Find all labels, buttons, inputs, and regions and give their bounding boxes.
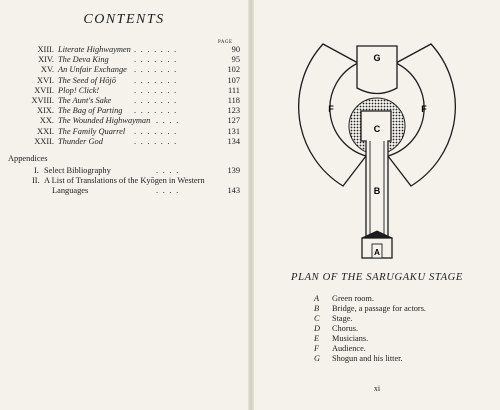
toc-entry	[8, 45, 240, 55]
toc-page: 95	[231, 55, 240, 65]
toc-entry	[8, 96, 240, 106]
toc-title: Plop! Click!	[58, 85, 100, 95]
toc-number: XVII.	[34, 85, 54, 95]
toc-entry	[8, 127, 240, 137]
label-b: B	[373, 186, 381, 196]
toc-number: XXI.	[37, 126, 54, 136]
sarugaku-stage-plan	[254, 0, 500, 270]
toc-page: 131	[227, 126, 240, 136]
toc-page: 107	[227, 75, 240, 85]
toc-list	[8, 45, 240, 147]
toc-entry	[8, 86, 240, 96]
legend-key: G	[314, 354, 320, 363]
page-number: xi	[373, 384, 381, 393]
appendix-entry	[8, 166, 240, 176]
toc-page: 123	[227, 106, 240, 116]
page-column-label: PAGE	[218, 40, 233, 45]
label-f-right: F	[421, 104, 427, 114]
contents-title: CONTENTS	[83, 12, 165, 27]
toc-title: The Family Quarrel	[58, 126, 126, 136]
toc-title: Literate Highwaymen	[58, 45, 131, 54]
dot-leader: .......	[134, 95, 181, 105]
toc-number: XX.	[39, 116, 54, 126]
legend-key: E	[314, 334, 320, 343]
legend-key: B	[314, 304, 320, 313]
toc-number: XV.	[40, 65, 54, 75]
label-a: A	[374, 248, 380, 257]
toc-number: XIII.	[37, 45, 54, 54]
label-c: C	[373, 124, 381, 134]
toc-title: The Aunt's Sake	[58, 95, 112, 105]
toc-number: XVI.	[37, 75, 54, 85]
toc-number: XXII.	[34, 136, 54, 146]
toc-page: 134	[227, 136, 240, 146]
toc-title: Thunder God	[58, 136, 103, 146]
dot-leader: ....	[156, 186, 183, 196]
appendix-title: Select Bibliography	[44, 166, 111, 175]
plan-page	[254, 0, 500, 410]
dot-leader: .......	[134, 75, 181, 85]
legend-description: Stage.	[332, 314, 353, 323]
toc-entry	[8, 76, 240, 86]
legend-key: D	[314, 324, 320, 333]
toc-page: 90	[231, 45, 240, 54]
appendix-page: 143	[227, 186, 240, 196]
legend-key: F	[314, 344, 320, 353]
toc-page: 111	[228, 85, 240, 95]
toc-entry	[8, 116, 240, 126]
legend-description: Shogun and his litter.	[332, 354, 403, 363]
dot-leader: .......	[134, 55, 181, 65]
label-g: G	[373, 53, 381, 63]
toc-number: XIX.	[37, 106, 54, 116]
contents-page	[0, 0, 248, 410]
label-f-left: F	[328, 104, 334, 114]
toc-page: 102	[227, 65, 240, 75]
appendices-list	[8, 166, 240, 198]
toc-title: The Wounded Highwayman	[58, 116, 151, 126]
appendix-number: II.	[32, 176, 40, 186]
dot-leader: ....	[156, 166, 183, 175]
dot-leader: ....	[156, 116, 183, 126]
legend-description: Bridge, a passage for actors.	[332, 304, 426, 313]
toc-entry	[8, 65, 240, 75]
appendix-title: A List of Translations of the Kyōgen in Western	[44, 176, 205, 186]
toc-page: 127	[227, 116, 240, 126]
dot-leader: .......	[134, 126, 181, 136]
legend-description: Musicians.	[332, 334, 369, 343]
legend-key: A	[314, 294, 320, 303]
plan-title: PLAN OF THE SARUGAKU STAGE	[291, 272, 463, 283]
toc-number: XIV.	[38, 55, 54, 65]
toc-title: The Deva King	[58, 55, 109, 65]
toc-number: XVIII.	[31, 95, 54, 105]
toc-entry	[8, 55, 240, 65]
legend-description: Chorus.	[332, 324, 359, 333]
dot-leader: .......	[134, 45, 181, 54]
toc-title: The Bag of Parting	[58, 106, 123, 116]
appendices-heading: Appendices	[8, 154, 48, 163]
appendix-entry	[8, 176, 240, 198]
dot-leader: .......	[134, 65, 181, 75]
legend-description: Green room.	[332, 294, 374, 303]
legend-key: C	[314, 314, 320, 323]
dot-leader: .......	[134, 136, 181, 146]
toc-page: 118	[227, 95, 240, 105]
toc-title: An Unfair Exchange	[58, 65, 127, 75]
dot-leader: .......	[134, 106, 181, 116]
appendix-page: 139	[227, 166, 240, 175]
appendix-title-continued: Languages	[52, 186, 89, 196]
toc-entry	[8, 106, 240, 116]
toc-title: The Seed of Hōjō	[58, 75, 116, 85]
appendix-number: I.	[34, 166, 39, 175]
legend-description: Audience.	[332, 344, 366, 353]
dot-leader: .......	[134, 85, 181, 95]
toc-entry	[8, 137, 240, 147]
